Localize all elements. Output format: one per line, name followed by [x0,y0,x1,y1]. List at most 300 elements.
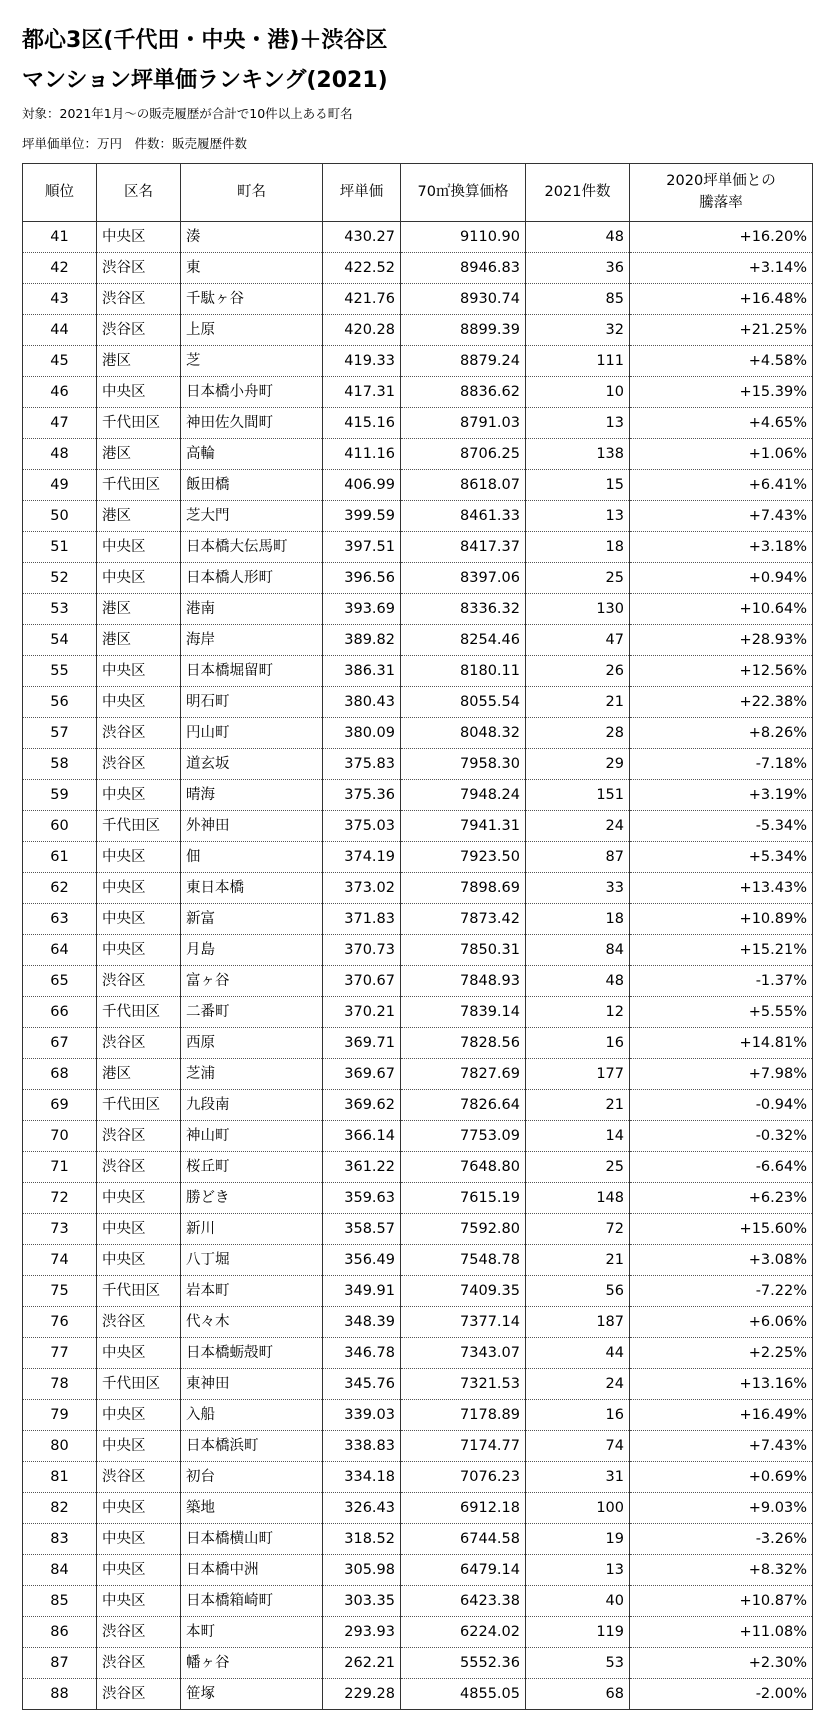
ward-cell: 中央区 [97,656,181,687]
change-rate-cell: +7.43% [630,1431,813,1462]
count-2021-cell: 25 [526,563,630,594]
town-cell: 日本橋浜町 [181,1431,323,1462]
count-2021-cell: 12 [526,997,630,1028]
table-row [23,532,813,563]
count-2021-cell: 21 [526,1245,630,1276]
ward-cell: 中央区 [97,563,181,594]
town-cell: 芝 [181,346,323,377]
change-rate-cell: +13.16% [630,1369,813,1400]
count-2021-cell: 19 [526,1524,630,1555]
price-70sqm-cell: 8055.54 [401,687,526,718]
table-row [23,1400,813,1431]
tsubo-price-cell: 370.21 [323,997,401,1028]
rank-cell: 50 [23,501,97,532]
ward-cell: 中央区 [97,1338,181,1369]
ward-cell: 中央区 [97,842,181,873]
town-cell: 日本橋人形町 [181,563,323,594]
rank-cell: 66 [23,997,97,1028]
rank-cell: 60 [23,811,97,842]
rank-cell: 53 [23,594,97,625]
town-cell: 日本橋箱崎町 [181,1586,323,1617]
price-70sqm-cell: 7548.78 [401,1245,526,1276]
change-rate-cell: +10.64% [630,594,813,625]
price-70sqm-cell: 8706.25 [401,439,526,470]
ward-cell: 港区 [97,346,181,377]
tsubo-price-cell: 345.76 [323,1369,401,1400]
tsubo-price-cell: 422.52 [323,253,401,284]
table-row [23,408,813,439]
table-row [23,1028,813,1059]
town-cell: 東神田 [181,1369,323,1400]
rank-cell: 79 [23,1400,97,1431]
rank-cell: 41 [23,222,97,253]
price-70sqm-cell: 8791.03 [401,408,526,439]
town-cell: 日本橋蛎殻町 [181,1338,323,1369]
ward-cell: 中央区 [97,1214,181,1245]
change-rate-cell: +2.25% [630,1338,813,1369]
town-cell: 勝どき [181,1183,323,1214]
change-rate-cell: +3.19% [630,780,813,811]
ward-cell: 渋谷区 [97,1028,181,1059]
rank-cell: 46 [23,377,97,408]
count-2021-cell: 29 [526,749,630,780]
tsubo-price-cell: 326.43 [323,1493,401,1524]
town-cell: 湊 [181,222,323,253]
table-row [23,1493,813,1524]
count-2021-cell: 151 [526,780,630,811]
price-70sqm-cell: 6744.58 [401,1524,526,1555]
town-cell: 明石町 [181,687,323,718]
target-note: 対象：2021年1月～の販売履歴が合計で10件以上ある町名 [22,106,353,121]
town-cell: 東日本橋 [181,873,323,904]
ward-cell: 千代田区 [97,408,181,439]
rank-cell: 67 [23,1028,97,1059]
town-cell: 外神田 [181,811,323,842]
tsubo-price-cell: 375.83 [323,749,401,780]
tsubo-price-cell: 380.43 [323,687,401,718]
page-title: 都心3区(千代田・中央・港)＋渋谷区 [22,28,388,53]
count-2021-cell: 24 [526,1369,630,1400]
table-row [23,315,813,346]
count-2021-cell: 14 [526,1121,630,1152]
header-rank: 順位 [23,164,97,222]
count-2021-cell: 44 [526,1338,630,1369]
change-rate-cell: +16.49% [630,1400,813,1431]
count-2021-cell: 74 [526,1431,630,1462]
tsubo-price-cell: 293.93 [323,1617,401,1648]
ward-cell: 千代田区 [97,1090,181,1121]
tsubo-price-cell: 375.03 [323,811,401,842]
rank-cell: 70 [23,1121,97,1152]
count-2021-cell: 16 [526,1400,630,1431]
table-row [23,377,813,408]
rank-cell: 65 [23,966,97,997]
count-2021-cell: 48 [526,966,630,997]
ward-cell: 中央区 [97,873,181,904]
tsubo-price-cell: 373.02 [323,873,401,904]
price-70sqm-cell: 9110.90 [401,222,526,253]
count-2021-cell: 100 [526,1493,630,1524]
town-cell: 芝浦 [181,1059,323,1090]
rank-cell: 61 [23,842,97,873]
table-row [23,1183,813,1214]
count-2021-cell: 21 [526,1090,630,1121]
change-rate-cell: +3.18% [630,532,813,563]
town-cell: 東 [181,253,323,284]
ward-cell: 中央区 [97,1493,181,1524]
ward-cell: 渋谷区 [97,966,181,997]
header-tsubo-price: 坪単価 [323,164,401,222]
count-2021-cell: 36 [526,253,630,284]
rank-cell: 72 [23,1183,97,1214]
price-70sqm-cell: 7076.23 [401,1462,526,1493]
count-2021-cell: 33 [526,873,630,904]
rank-cell: 84 [23,1555,97,1586]
change-rate-cell: +28.93% [630,625,813,656]
change-rate-cell: +16.48% [630,284,813,315]
tsubo-price-cell: 411.16 [323,439,401,470]
tsubo-price-cell: 262.21 [323,1648,401,1679]
rank-cell: 55 [23,656,97,687]
count-2021-cell: 32 [526,315,630,346]
table-row [23,842,813,873]
ward-cell: 千代田区 [97,1276,181,1307]
rank-cell: 47 [23,408,97,439]
tsubo-price-cell: 380.09 [323,718,401,749]
town-cell: 神田佐久間町 [181,408,323,439]
town-cell: 月島 [181,935,323,966]
count-2021-cell: 47 [526,625,630,656]
rank-cell: 86 [23,1617,97,1648]
ward-cell: 中央区 [97,1400,181,1431]
ward-cell: 中央区 [97,222,181,253]
ward-cell: 中央区 [97,904,181,935]
price-70sqm-cell: 7873.42 [401,904,526,935]
tsubo-price-cell: 369.67 [323,1059,401,1090]
count-2021-cell: 177 [526,1059,630,1090]
change-rate-cell: +15.60% [630,1214,813,1245]
tsubo-price-cell: 421.76 [323,284,401,315]
tsubo-price-cell: 396.56 [323,563,401,594]
units-note: 坪単価単位：万円 件数：販売履歴件数 [22,136,248,151]
price-70sqm-cell: 8048.32 [401,718,526,749]
tsubo-price-cell: 389.82 [323,625,401,656]
rank-cell: 88 [23,1679,97,1710]
table-row [23,1307,813,1338]
table-row [23,904,813,935]
town-cell: 築地 [181,1493,323,1524]
header-town: 町名 [181,164,323,222]
price-70sqm-cell: 7827.69 [401,1059,526,1090]
table-row [23,1245,813,1276]
price-70sqm-cell: 7615.19 [401,1183,526,1214]
tsubo-price-cell: 339.03 [323,1400,401,1431]
table-row [23,501,813,532]
table-row [23,1586,813,1617]
change-rate-cell: +10.89% [630,904,813,935]
table-row [23,1059,813,1090]
rank-cell: 42 [23,253,97,284]
rank-cell: 76 [23,1307,97,1338]
change-rate-cell: -0.94% [630,1090,813,1121]
price-70sqm-cell: 7923.50 [401,842,526,873]
count-2021-cell: 138 [526,439,630,470]
count-2021-cell: 111 [526,346,630,377]
change-rate-cell: -3.26% [630,1524,813,1555]
tsubo-price-cell: 358.57 [323,1214,401,1245]
count-2021-cell: 18 [526,532,630,563]
change-rate-cell: +8.32% [630,1555,813,1586]
tsubo-price-cell: 370.67 [323,966,401,997]
rank-cell: 63 [23,904,97,935]
table-row [23,780,813,811]
change-rate-cell: +6.41% [630,470,813,501]
change-rate-cell: +6.23% [630,1183,813,1214]
tsubo-price-cell: 349.91 [323,1276,401,1307]
ward-cell: 港区 [97,501,181,532]
ward-cell: 渋谷区 [97,1307,181,1338]
price-70sqm-cell: 7753.09 [401,1121,526,1152]
count-2021-cell: 26 [526,656,630,687]
header-ward: 区名 [97,164,181,222]
table-row [23,1524,813,1555]
price-70sqm-cell: 8461.33 [401,501,526,532]
rank-cell: 59 [23,780,97,811]
change-rate-cell: +4.58% [630,346,813,377]
rank-cell: 78 [23,1369,97,1400]
change-rate-cell: +1.06% [630,439,813,470]
price-70sqm-cell: 8930.74 [401,284,526,315]
town-cell: 代々木 [181,1307,323,1338]
price-70sqm-cell: 8879.24 [401,346,526,377]
town-cell: 飯田橋 [181,470,323,501]
change-rate-cell: +13.43% [630,873,813,904]
ward-cell: 渋谷区 [97,315,181,346]
ward-cell: 港区 [97,594,181,625]
ward-cell: 千代田区 [97,811,181,842]
table-row [23,1090,813,1121]
count-2021-cell: 13 [526,408,630,439]
price-70sqm-cell: 8254.46 [401,625,526,656]
price-70sqm-cell: 8397.06 [401,563,526,594]
price-70sqm-cell: 7377.14 [401,1307,526,1338]
rank-cell: 57 [23,718,97,749]
tsubo-price-cell: 366.14 [323,1121,401,1152]
town-cell: 日本橋大伝馬町 [181,532,323,563]
price-70sqm-cell: 8946.83 [401,253,526,284]
table-row [23,470,813,501]
town-cell: 日本橋中洲 [181,1555,323,1586]
change-rate-cell: -7.22% [630,1276,813,1307]
table-row [23,1152,813,1183]
price-70sqm-cell: 7941.31 [401,811,526,842]
change-rate-cell: +5.34% [630,842,813,873]
price-70sqm-cell: 8899.39 [401,315,526,346]
town-cell: 日本橋小舟町 [181,377,323,408]
table-row [23,1462,813,1493]
count-2021-cell: 28 [526,718,630,749]
price-70sqm-cell: 7648.80 [401,1152,526,1183]
ward-cell: 渋谷区 [97,1648,181,1679]
change-rate-cell: +9.03% [630,1493,813,1524]
ward-cell: 渋谷区 [97,284,181,315]
count-2021-cell: 48 [526,222,630,253]
table-row [23,1617,813,1648]
town-cell: 新富 [181,904,323,935]
tsubo-price-cell: 303.35 [323,1586,401,1617]
town-cell: 富ヶ谷 [181,966,323,997]
price-70sqm-cell: 7848.93 [401,966,526,997]
count-2021-cell: 21 [526,687,630,718]
town-cell: 八丁堀 [181,1245,323,1276]
header-70sqm-price: 70㎡換算価格 [401,164,526,222]
change-rate-cell: +6.06% [630,1307,813,1338]
table-row [23,1276,813,1307]
town-cell: 入船 [181,1400,323,1431]
tsubo-price-cell: 375.36 [323,780,401,811]
count-2021-cell: 31 [526,1462,630,1493]
tsubo-price-cell: 361.22 [323,1152,401,1183]
count-2021-cell: 16 [526,1028,630,1059]
count-2021-cell: 53 [526,1648,630,1679]
page-subtitle: マンション坪単価ランキング(2021) [22,68,388,93]
table-row [23,811,813,842]
table-row [23,563,813,594]
town-cell: 初台 [181,1462,323,1493]
price-70sqm-cell: 6912.18 [401,1493,526,1524]
rank-cell: 77 [23,1338,97,1369]
rank-cell: 49 [23,470,97,501]
rank-cell: 71 [23,1152,97,1183]
table-row [23,1555,813,1586]
change-rate-cell: +3.08% [630,1245,813,1276]
town-cell: 千駄ヶ谷 [181,284,323,315]
town-cell: 九段南 [181,1090,323,1121]
town-cell: 海岸 [181,625,323,656]
ward-cell: 中央区 [97,1431,181,1462]
count-2021-cell: 84 [526,935,630,966]
price-70sqm-cell: 7178.89 [401,1400,526,1431]
tsubo-price-cell: 369.71 [323,1028,401,1059]
price-70sqm-cell: 8336.32 [401,594,526,625]
rank-cell: 75 [23,1276,97,1307]
price-70sqm-cell: 7850.31 [401,935,526,966]
table-row [23,997,813,1028]
tsubo-price-cell: 370.73 [323,935,401,966]
count-2021-cell: 15 [526,470,630,501]
town-cell: 西原 [181,1028,323,1059]
ward-cell: 中央区 [97,1245,181,1276]
ward-cell: 中央区 [97,935,181,966]
rank-cell: 62 [23,873,97,904]
price-70sqm-cell: 8836.62 [401,377,526,408]
town-cell: 本町 [181,1617,323,1648]
count-2021-cell: 10 [526,377,630,408]
town-cell: 新川 [181,1214,323,1245]
price-70sqm-cell: 7343.07 [401,1338,526,1369]
town-cell: 円山町 [181,718,323,749]
tsubo-price-cell: 386.31 [323,656,401,687]
change-rate-cell: -6.64% [630,1152,813,1183]
ward-cell: 千代田区 [97,997,181,1028]
change-rate-cell: +16.20% [630,222,813,253]
price-70sqm-cell: 4855.05 [401,1679,526,1710]
tsubo-price-cell: 359.63 [323,1183,401,1214]
table-row [23,1679,813,1710]
rank-cell: 44 [23,315,97,346]
ward-cell: 渋谷区 [97,1679,181,1710]
count-2021-cell: 119 [526,1617,630,1648]
town-cell: 岩本町 [181,1276,323,1307]
count-2021-cell: 25 [526,1152,630,1183]
count-2021-cell: 13 [526,1555,630,1586]
rank-cell: 52 [23,563,97,594]
table-row [23,687,813,718]
tsubo-price-cell: 318.52 [323,1524,401,1555]
price-70sqm-cell: 7321.53 [401,1369,526,1400]
tsubo-price-cell: 374.19 [323,842,401,873]
rank-cell: 51 [23,532,97,563]
ranking-table [22,163,813,1710]
tsubo-price-cell: 338.83 [323,1431,401,1462]
town-cell: 笹塚 [181,1679,323,1710]
count-2021-cell: 130 [526,594,630,625]
count-2021-cell: 13 [526,501,630,532]
ward-cell: 中央区 [97,1183,181,1214]
price-70sqm-cell: 8618.07 [401,470,526,501]
tsubo-price-cell: 356.49 [323,1245,401,1276]
town-cell: 道玄坂 [181,749,323,780]
town-cell: 日本橋横山町 [181,1524,323,1555]
count-2021-cell: 87 [526,842,630,873]
rank-cell: 48 [23,439,97,470]
table-row [23,935,813,966]
ward-cell: 中央区 [97,687,181,718]
table-row [23,1214,813,1245]
count-2021-cell: 56 [526,1276,630,1307]
change-rate-cell: -7.18% [630,749,813,780]
ward-cell: 中央区 [97,1555,181,1586]
table-row [23,222,813,253]
ward-cell: 千代田区 [97,1369,181,1400]
count-2021-cell: 18 [526,904,630,935]
table-body [23,222,813,1710]
ward-cell: 中央区 [97,780,181,811]
town-cell: 晴海 [181,780,323,811]
town-cell: 芝大門 [181,501,323,532]
ward-cell: 港区 [97,439,181,470]
change-rate-cell: +12.56% [630,656,813,687]
rank-cell: 80 [23,1431,97,1462]
rank-cell: 83 [23,1524,97,1555]
count-2021-cell: 85 [526,284,630,315]
ward-cell: 中央区 [97,377,181,408]
rank-cell: 69 [23,1090,97,1121]
table-row [23,1121,813,1152]
change-rate-cell: +7.43% [630,501,813,532]
price-70sqm-cell: 7948.24 [401,780,526,811]
change-rate-cell: +22.38% [630,687,813,718]
change-rate-cell: +14.81% [630,1028,813,1059]
rank-cell: 43 [23,284,97,315]
header-change-rate: 2020坪単価との 騰落率 [630,164,813,222]
tsubo-price-cell: 417.31 [323,377,401,408]
change-rate-cell: +3.14% [630,253,813,284]
table-row [23,346,813,377]
table-row [23,1431,813,1462]
table-row [23,873,813,904]
ward-cell: 港区 [97,625,181,656]
